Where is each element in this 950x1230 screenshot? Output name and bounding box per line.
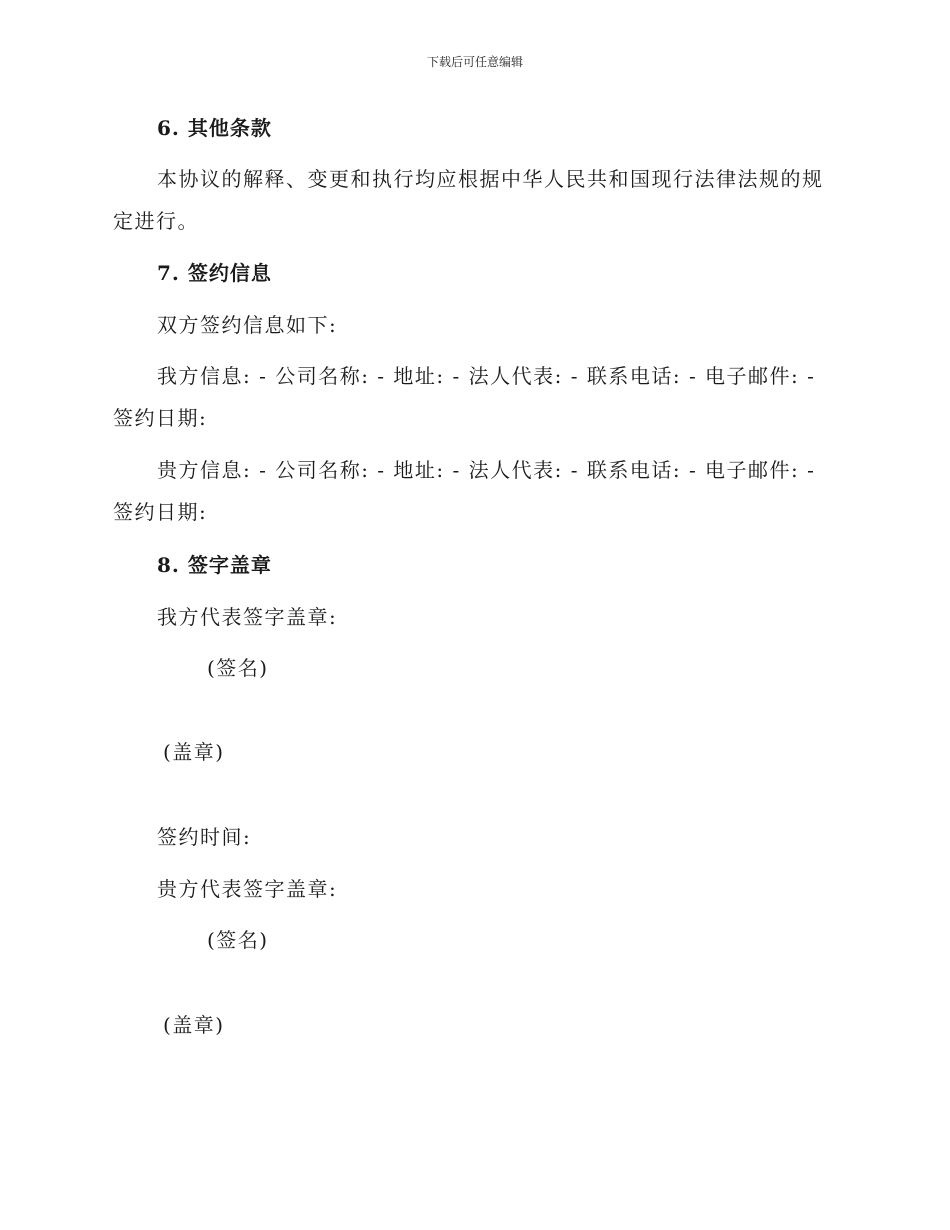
section-7-heading: 7. 签约信息 [157,261,272,285]
section-6-paragraph: 本协议的解释、变更和执行均应根据中华人民共和国现行法律法规的规定进行。 [113,167,824,233]
your-rep-signature-label: 贵方代表签字盖章: [157,877,338,901]
section-6-heading: 6. 其他条款 [157,116,272,140]
page-header: 下载后可任意编辑 [426,55,523,69]
section-7-intro: 双方签约信息如下: [157,313,338,337]
your-signature-placeholder: (签名) [207,928,269,952]
your-party-info: 贵方信息: - 公司名称: - 地址: - 法人代表: - 联系电话: - 电子邮件: - 签约日期: [113,458,816,524]
our-rep-signature-label: 我方代表签字盖章: [157,605,338,629]
your-seal-placeholder: (盖章) [163,1013,225,1037]
our-seal-placeholder: (盖章) [163,740,225,764]
sign-time-label: 签约时间: [157,825,252,849]
our-signature-placeholder: (签名) [207,656,269,680]
our-party-info: 我方信息: - 公司名称: - 地址: - 法人代表: - 联系电话: - 电子邮件: - 签约日期: [113,364,816,430]
section-8-heading: 8. 签字盖章 [157,553,272,577]
